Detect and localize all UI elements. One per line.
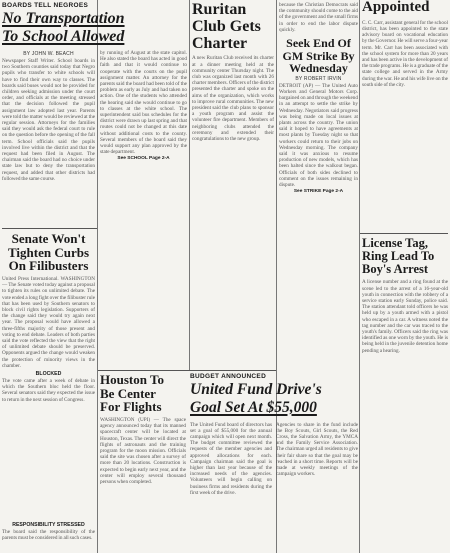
story-body: The United Fund board of directors has set a goal of $55,000 for the annual campaign which will open next month. The budget committee reviewed the requests of the member agencies and approved allocations for each. Campaign chairman said the goal is higher than last year because of the increased needs of the agencies. Volunteers will begin calling on business firms and residents during the first week of the drive. [190,421,272,496]
story-headline: Club Gets [192,17,261,35]
story-headline: Charter [192,34,248,52]
story-headline: No Transportation [2,10,125,27]
story-appointed [362,0,448,231]
story-houston [100,373,186,553]
story-continued: See SCHOOL Page 2-A [117,156,170,162]
story-gm-strike [279,2,358,374]
story-body: Agencies to share in the fund include the Boy Scouts, Girl Scouts, the Red Cross, the Salvation Army, the YMCA and the Family Service Association. The chairman urged all residents to give their fair share so that the goal may be reached in a short time. Reports will be made at weekly meetings of the campaign workers. [276,421,358,478]
section-rule [98,370,276,371]
story-headline: License Tag, [362,237,428,250]
story-headline: Ring Lead To [362,249,435,264]
story-body: WASHINGTON (UPI) — The space agency announced today that its manned spacecraft center will be located at Houston, Texas. The center will direct the flights of astronauts and the training program for the moon mission. Officials said the site was chosen after a survey of more than 20 locations. Construction is expected to begin early next year, and the center will employ several thousand persons when completed. [100,416,186,485]
story-headline: United Fund Drive's [190,381,322,398]
story-body: The board said the responsibility of the parents must be considered in all such cases. [2,529,95,542]
story-united-fund [190,373,358,553]
story-kicker: BUDGET ANNOUNCED [190,373,267,380]
column-rule [97,0,98,553]
story-headline: Be Center [100,385,156,401]
section-rule [360,233,448,234]
story-subhead: BLOCKED [35,370,62,377]
story-headline: Senate Won't [11,232,86,246]
story-negroes-col2 [100,50,187,368]
story-body: The vote came after a week of debate in which the Southern bloc held the floor. Several senators said they expected the issue to return in the next session of Congress. [2,377,95,403]
story-continued: See STRIKE Page 2-A [293,189,344,195]
story-headline: Houston To [100,373,164,387]
story-headline: For Flights [100,399,162,415]
column-rule [359,0,360,553]
story-body: DETROIT (AP) — The United Auto Workers and General Motors Corp. bargained on and through the weekend in an attempt to settle the strike by Wednesday. Negotiators said progress was being made on local issues at plants across the country. The union said it hoped to have agreements at most plants by Tuesday night so that workers could return to their jobs on Wednesday morning. The company said it was anxious to resume production of new models, which has been halted since the walkout began. Officials of both sides declined to comment on the issues remaining in dispute. [279,82,358,189]
story-body: by running of August at the state capitol. He also stated the board has acted in good faith and that it would continue to cooperate with the courts on the pupil assignment matter. An attorney for the parents said the board had been told of the problem as early as July and had taken no action. One of the students who attended the hearing said she would continue to go to classes at the white school. The superintendent said bus schedules for the district were drawn up last spring and that routes could not be changed at this date without additional costs to the county. Several members of the board said they would support any plan approved by the state department. [100,50,187,156]
story-headline: To School Allowed [2,28,125,46]
story-license-tag [362,237,448,553]
story-intro: because the Christian Democrats said the community should come to the aid of the government and the small firms in order to end the labor dispute quickly. [279,2,358,33]
story-byline: BY JOHN W. BEACH [23,51,74,57]
story-headline: Ruritan [192,2,247,18]
story-body: United Press International. WASHINGTON — The Senate voted today against a proposal to tighten its rules on unlimited debate. The vote ended a long fight over the filibuster rule that has been used by Southern senators to block civil rights legislation. Supporters of the change said they would try again next year. The proposal would have allowed a three-fifths majority of those present and voting to end debate. Leaders of both parties said the vote reflected the view that the right of unlimited debate should be preserved. Opponents argued the change would weaken the protection of minority views in the chamber. [2,275,95,369]
story-headline: Wednesday [289,61,348,76]
story-kicker: BOARDS TELL NEGROES [2,2,89,9]
story-headline: Seek End Of [286,36,351,51]
story-headline: GM Strike By [282,48,355,63]
story-ruritan [192,2,274,368]
story-body: C. C. Carr, assistant general for the school district, has been appointed to the state advisory board on vocational education by the Governor. He will serve a four-year term. Mr. Carr has been associated with the school system for more than 20 years and has been active in the development of the trade programs. He is a graduate of the state college and served in the Army during the war. He and his wife live on the south side of the city. [362,19,448,88]
story-body: Newspaper Staff Writer. School boards in two Southern counties said today that Negro pupils who transfer to white schools will have to find their own way to classes. The boards said buses would not be provided for children seeking admission under the court order, and officials at the meeting stressed that the decision followed the pupil assignment law adopted last year. Parents were told the matter would be reviewed at the regular session. Attorneys for the families said they would ask the federal court to rule on the question before the opening of the fall term. School officials said the pupils involved live within the district and that the request had been filed in August. The chairman said the board had no choice under state law but to deny the transportation request, and added that other districts had followed the same course. [2,58,95,182]
story-filibusters [2,232,95,553]
story-body: A license number and a ring found at the scene led to the arrest of a 16-year-old youth in connection with the robbery of a service station early Sunday, police said. The station attendant told officers he was held up by a youth armed with a pistol who escaped in a car. A witness noted the tag number and the car was traced to the youth's family. Officers said the ring was identified as one worn by the youth. He is being held in the juvenile detention home pending a hearing. [362,279,448,354]
story-headline: Goal Set At $55,000 [190,398,317,416]
story-headline: Appointed [362,0,430,15]
story-negroes-header [2,2,188,47]
story-subhead: RESPONSIBILITY STRESSED [12,522,85,528]
column-rule [189,0,190,370]
story-negroes-col1 [2,50,95,226]
story-headline: Boy's Arrest [362,262,429,277]
story-body: A new Ruritan Club received its charter at a dinner meeting held at the community center Thursday night. The club was organized last month with 26 charter members. Officers of the district presented the charter and spoke on the aims of the organization, which works to improve rural communities. The new president said the club plans to sponsor a youth program and assist the volunteer fire department. Members of neighboring clubs attended the ceremony and extended their congratulations to the new group. [192,55,274,143]
section-rule [2,228,97,229]
story-headline: Tighten Curbs [7,244,90,260]
story-byline: BY ROBERT IRVIN [295,75,342,82]
story-bottom-left [2,520,95,553]
story-headline: On Filibusters [8,258,89,274]
